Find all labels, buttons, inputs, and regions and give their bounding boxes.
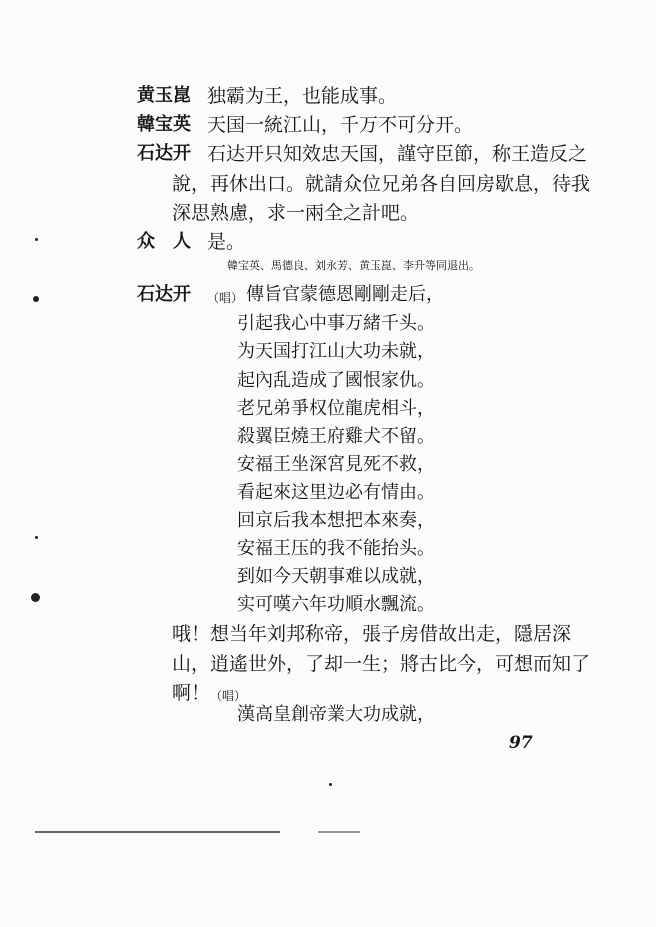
speech-line: 哦！想当年刘邦称帝，張子房借故出走，隱居深 — [172, 623, 572, 645]
scan-speck — [35, 238, 38, 241]
scan-speck — [33, 296, 39, 302]
speech-line: 山，逍遙世外，了却一生；將古比今，可想而知了 — [172, 653, 591, 675]
verse-line: 看起來这里边必有情由。 — [237, 482, 435, 503]
verse-line: 实可嘆六年功順水飄流。 — [237, 594, 435, 615]
speaker-name: 石达开 — [137, 284, 191, 305]
speaker-name: 众 人 — [137, 231, 191, 252]
verse-line: 为天国打江山大功未就， — [237, 341, 435, 362]
speech-line: 啊！ — [172, 682, 211, 704]
verse-line: 傳旨官蒙德恩剛剛走后， — [246, 284, 444, 305]
scan-edge-rule — [318, 831, 360, 833]
dialogue-line: 說，再休出口。就請众位兄弟各自回房歇息，待我 — [172, 173, 591, 195]
verse-line: 安福王坐深宮見死不救， — [237, 454, 435, 475]
page-number: 97 — [509, 733, 533, 753]
dialogue-line: 深思熟慮，求一兩全之計吧。 — [172, 202, 420, 224]
verse-line: 引起我心中事万緒千头。 — [237, 313, 435, 334]
speaker-name: 黄玉崑 — [137, 85, 191, 106]
sing-cue: （唱） — [210, 689, 247, 703]
speaker-name: 石达开 — [137, 143, 191, 164]
stage-direction: 韓宝英、馬德良、刘永芳、黄玉崑、李升等同退出。 — [227, 259, 480, 272]
dialogue-line: 是。 — [207, 231, 246, 253]
scan-speck — [329, 783, 332, 786]
dialogue-line: 独霸为王，也能成事。 — [207, 85, 398, 107]
scan-speck — [35, 536, 38, 539]
verse-line: 殺翼臣燒王府雞犬不留。 — [237, 426, 435, 447]
verse-line: 到如今天朝事难以成就， — [237, 566, 435, 587]
verse-line: 回京后我本想把本來奏， — [237, 510, 435, 531]
scan-edge-rule — [35, 831, 280, 833]
dialogue-line: 天国一統江山，千万不可分开。 — [207, 114, 474, 136]
dialogue-line: 石达开只知效忠天国，謹守臣節，称王造反之 — [207, 143, 588, 165]
verse-line: 老兄弟爭权位龍虎相斗， — [237, 398, 435, 419]
verse-line: 安福王压的我不能抬头。 — [237, 538, 435, 559]
scan-speck — [31, 593, 40, 602]
verse-line: 漢高皇創帝業大功成就， — [237, 704, 435, 725]
sing-cue: （唱） — [207, 291, 244, 305]
verse-line: 起內乱造成了國恨家仇。 — [237, 370, 435, 391]
speaker-name: 韓宝英 — [137, 114, 191, 135]
